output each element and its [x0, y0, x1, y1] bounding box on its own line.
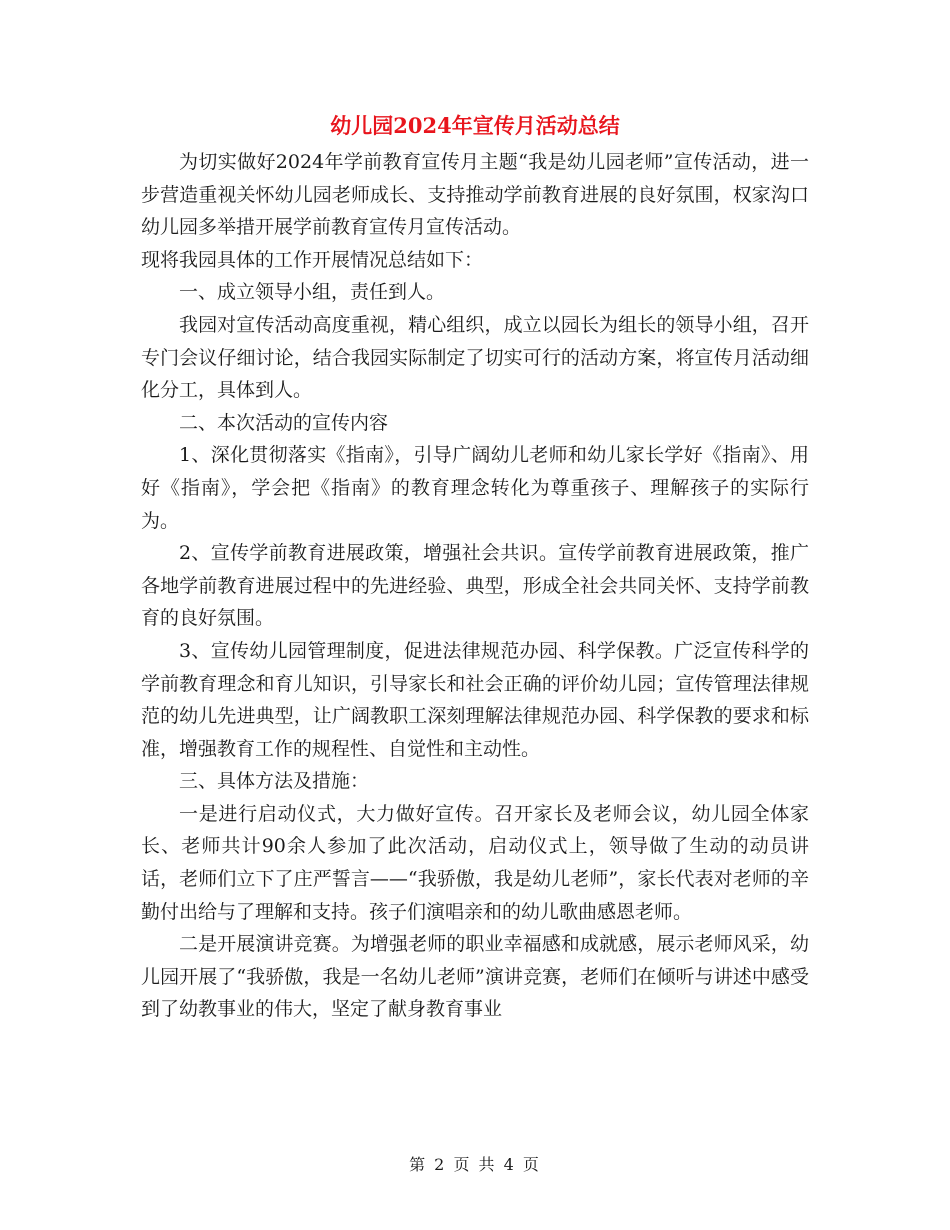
paragraph-measure-1: 一是进行启动仪式，大力做好宣传。召开家长及老师会议，幼儿园全体家长、老师共计90余人参加了此次活动，启动仪式上，领导做了生动的动员讲话，老师们立下了庄严誓言——“我骄傲，我是幼儿老师”，家长代表对老师的辛勤付出给与了理解和支持。孩子们演唱亲和的幼儿歌曲感恩老师。: [141, 802, 809, 923]
document-page: [141, 108, 809, 1026]
section-heading-2: 二、本次活动的宣传内容: [179, 411, 389, 434]
document-title: 幼儿园2024年宣传月活动总结: [330, 113, 620, 138]
paragraph-content-3: 3、宣传幼儿园管理制度，促进法律规范办园、科学保教。广泛宣传科学的学前教育理念和育儿知识，引导家长和社会正确的评价幼儿园；宣传管理法律规范的幼儿先进典型，让广阔教职工深刻理解法律规范办园、科学保教的要求和标准，增强教育工作的规程性、自觉性和主动性。: [141, 639, 809, 760]
section-heading-1: 一、成立领导小组，责任到人。: [179, 281, 446, 304]
paragraph-content-1: 1、深化贯彻落实《指南》，引导广阔幼儿老师和幼儿家长学好《指南》、用好《指南》，学会把《指南》的教育理念转化为尊重孩子、理解孩子的实际行为。: [141, 444, 809, 532]
paragraph-leadership: 我园对宣传活动高度重视，精心组织，成立以园长为组长的领导小组，召开专门会议仔细讨论，结合我园实际制定了切实可行的活动方案，将宣传月活动细化分工，具体到人。: [141, 313, 809, 402]
paragraph-measure-2: 二是开展演讲竞赛。为增强老师的职业幸福感和成就感，展示老师风采，幼儿园开展了“我骄傲，我是一名幼儿老师”演讲竞赛，老师们在倾听与讲述中感受到了幼教事业的伟大，坚定了献身教育事业: [141, 933, 809, 1021]
paragraph-content-2: 2、宣传学前教育进展政策，增强社会共识。宣传学前教育进展政策，推广各地学前教育进展过程中的先进经验、典型，形成全社会共同关怀、支持学前教育的良好氛围。: [141, 542, 809, 630]
section-heading-3: 三、具体方法及措施：: [179, 770, 370, 793]
paragraph-summary-lead: 现将我园具体的工作开展情况总结如下：: [141, 248, 484, 271]
paragraph-intro: 为切实做好2024年学前教育宣传月主题“我是幼儿园老师”宣传活动，进一步营造重视关怀幼儿园老师成长、支持推动学前教育进展的良好氛围，权家沟口幼儿园多举措开展学前教育宣传月宣传活动。: [141, 151, 809, 239]
page-number-footer: 第 2 页 共 4 页: [409, 1155, 541, 1174]
